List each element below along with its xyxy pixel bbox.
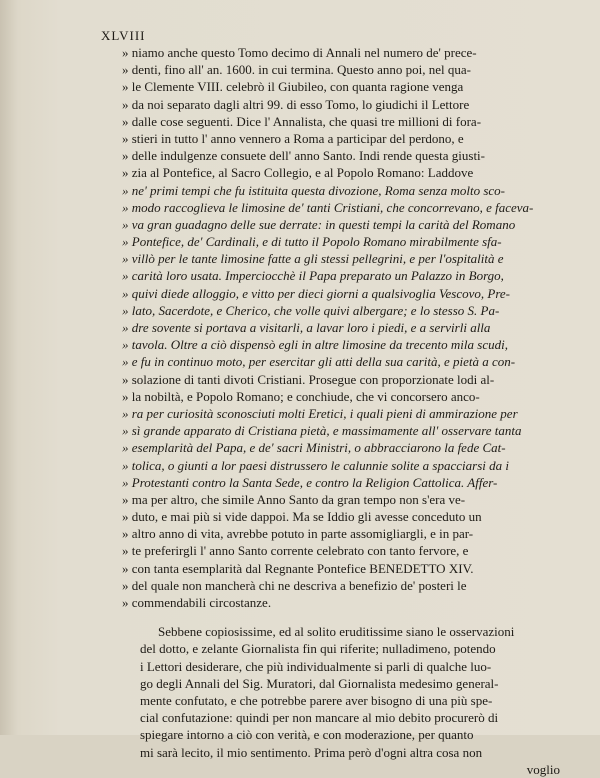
text-line: » tavola. Oltre a ciò dispensò egli in altre limosine da trecento mila scudi, — [122, 337, 508, 353]
text-line: » te preferirgli l' anno Santo corrente celebrato con tanto fervore, e — [122, 543, 469, 559]
text-line: mente confutato, e che potrebbe parere aver bisogno di una più spe- — [140, 692, 493, 708]
body-text — [122, 44, 560, 778]
text-line: » Pontefice, de' Cardinali, e di tutto il Popolo Romano mirabilmente sfa- — [122, 234, 502, 250]
page-folio-number: XLVIII — [101, 28, 146, 43]
text-line: » con tanta esemplarità dal Regnante Pontefice BENEDETTO XIV. — [122, 560, 474, 576]
text-line: » quivi diede alloggio, e vitto per dieci giorni a qualsivoglia Vescovo, Pre- — [122, 285, 510, 301]
text-line: » ma per altro, che simile Anno Santo da gran tempo non s'era ve- — [122, 491, 466, 507]
text-line: spiegare intorno a ciò con verità, e con moderazione, per quanto — [140, 727, 474, 743]
text-line: » tolica, o giunti a lor paesi distrussero le calunnie solite a spacciarsi da i — [122, 457, 509, 473]
text-line: » dalle cose seguenti. Dice l' Annalista, che quasi tre millioni di fora- — [122, 113, 482, 129]
paragraph-gap — [140, 611, 560, 623]
text-line: cial confutazione: quindi per non mancare al mio debito procurerò di — [140, 710, 499, 726]
text-line: » villò per le tante limosine fatte a gli stessi pellegrini, e per l'ospitalità e — [122, 251, 504, 267]
text-line: voglio — [526, 761, 560, 777]
text-line: » stieri in tutto l' anno vennero a Roma a participar del perdono, e — [122, 130, 464, 146]
text-line: » ra per curiosità sconosciuti molti Eretici, i quali pieni di ammirazione per — [122, 405, 518, 421]
text-line: » modo raccoglieva le limosine de' tanti Cristiani, che concorrevano, e faceva- — [122, 199, 534, 215]
text-line: » ne' primi tempi che fu istituita questa divozione, Roma senza molto sco- — [122, 182, 505, 198]
text-line: » lato, Sacerdote, e Cherico, che volle quivi albergare; e lo stesso S. Pa- — [122, 302, 500, 318]
text-line: » carità loro usata. Imperciocchè il Papa preparato un Palazzo in Borgo, — [122, 268, 504, 284]
text-line: » Protestanti contro la Santa Sede, e contro la Religion Cattolica. Affer- — [122, 474, 498, 490]
text-line: mi sarà lecito, il mio sentimento. Prima però d'ogni altra cosa non — [140, 744, 483, 760]
text-line: » del quale non mancherà chi ne descriva a benefizio de' posteri le — [122, 577, 467, 593]
text-line: » solazione di tanti divoti Cristiani. Prosegue con proporzionate lodi al- — [122, 371, 495, 387]
text-line: » la nobiltà, e Popolo Romano; e conchiude, che vi concorsero anco- — [122, 388, 480, 404]
text-line: » esemplarità del Papa, e de' sacri Ministri, o abbracciarono la fede Cat- — [122, 440, 506, 456]
text-line: » da noi separato dagli altri 99. di esso Tomo, lo giudichi il Lettore — [122, 96, 470, 112]
text-line: » commendabili circostanze. — [122, 595, 272, 610]
text-line: » le Clemente VIII. celebrò il Giubileo, con quanta ragione venga — [122, 79, 464, 95]
text-line: i Lettori desiderare, che più individualmente si parli di qualche luo- — [140, 658, 492, 674]
text-line: » sì grande apparato di Cristiana pietà, e massimamente all' osservare tanta — [122, 423, 522, 439]
text-line: » delle indulgenze consuete dell' anno Santo. Indi rende questa giusti- — [122, 148, 485, 164]
text-line: » denti, fino all' an. 1600. in cui termina. Questo anno poi, nel qua- — [122, 62, 471, 78]
text-line: » zia al Pontefice, al Sacro Collegio, e al Popolo Romano: Laddove — [122, 165, 474, 181]
text-line: del dotto, e zelante Giornalista fin qui riferite; nulladimeno, potendo — [140, 641, 496, 657]
text-line: » duto, e mai più si vide dappoi. Ma se Iddio gli avesse conceduto un — [122, 509, 482, 525]
text-line: Sebbene copiosissime, ed al solito eruditissime siano le osservazioni — [158, 624, 515, 640]
text-line: » va gran guadagno delle sue derrate: in questi tempi la carità del Romano — [122, 216, 516, 232]
text-line: » altro anno di vita, avrebbe potuto in parte assomigliargli, e in par- — [122, 526, 474, 542]
text-line: » e fu in continuo moto, per esercitar gli atti della sua carità, e pietà a con- — [122, 354, 516, 370]
text-line: » dre sovente si portava a visitarli, a lavar loro i piedi, e a servirli alla — [122, 320, 491, 335]
text-line: go degli Annali del Sig. Muratori, dal Giornalista medesimo general- — [140, 675, 499, 691]
text-line: » niamo anche questo Tomo decimo di Annali nel numero de' prece- — [122, 45, 477, 60]
